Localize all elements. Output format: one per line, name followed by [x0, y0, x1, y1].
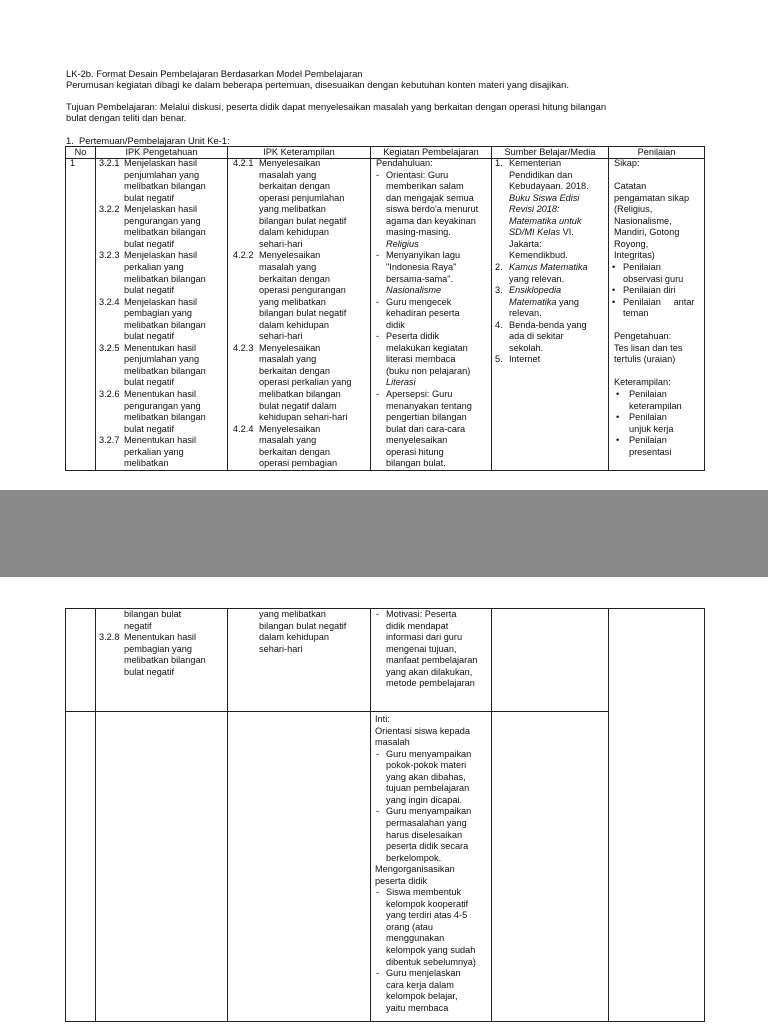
- penilaian-catatan: Catatan: [614, 181, 647, 192]
- kegiatan-text: operasi hitung: [386, 446, 444, 457]
- ipk-pengetahuan-number: 3.2.6: [99, 389, 120, 399]
- kegiatan-text: Guru menyampaikan: [386, 748, 472, 759]
- penilaian-catatan: Royong,: [614, 238, 649, 249]
- ipk-keterampilan-text: bilangan bulat negatif: [259, 620, 347, 631]
- ipk-keterampilan-text: kehidupan sehari-hari: [259, 412, 348, 423]
- ipk-keterampilan-text: berkaitan dengan: [259, 273, 331, 284]
- sumber-text: Benda-benda yang: [509, 319, 587, 330]
- penilaian-catatan: Nasionalisme,: [614, 215, 672, 226]
- penilaian-keterampilan-item: unjuk kerja: [629, 423, 674, 434]
- dash-bullet: -: [376, 389, 380, 399]
- ipk-pengetahuan-text: Menjelaskan hasil: [124, 296, 198, 307]
- bullet-icon: •: [612, 261, 616, 272]
- ipk-keterampilan-text: masalah yang: [259, 261, 317, 272]
- kegiatan-text: yang akan dibahas,: [386, 771, 466, 782]
- kegiatan-text: kehadiran peserta: [386, 308, 460, 319]
- sumber-kamus: Kamus Matematika: [509, 261, 588, 272]
- document-subtitle: Perumusan kegiatan dibagi ke dalam beberapa pertemuan, disesuaikan dengan kebutuhan konten materi yang disajikan.: [66, 79, 569, 90]
- tujuan-line-1: Tujuan Pembelajaran: Melalui diskusi, peserta didik dapat menyelesaikan masalah yang berkaitan dengan operasi hitung bilangan: [66, 101, 607, 112]
- bullet-icon: •: [612, 296, 616, 307]
- ipk-pengetahuan-text: perkalian yang: [124, 446, 184, 457]
- ipk-keterampilan-number: 4.2.1: [233, 158, 254, 168]
- kegiatan-text: Guru menjelaskan: [386, 968, 461, 979]
- ipk-keterampilan-text: masalah yang: [259, 435, 317, 446]
- kegiatan-text: Guru mengecek: [386, 296, 452, 307]
- dash-bullet: -: [376, 169, 380, 180]
- kegiatan-text: pokok-pokok materi: [386, 760, 467, 771]
- ipk-pengetahuan-text: penjumlahan yang: [124, 354, 200, 365]
- ipk-keterampilan-number: 4.2.2: [233, 250, 254, 261]
- header-penilaian: Penilaian: [609, 147, 705, 159]
- ipk-pengetahuan-text: pengurangan yang: [124, 400, 201, 411]
- ipk-keterampilan-text: bulat negatif dalam: [259, 400, 337, 411]
- penilaian-sikap-item: Penilaian antar: [623, 296, 695, 307]
- ipk-pengetahuan-text: penjumlahan yang: [124, 169, 200, 180]
- kegiatan-text: metode pembelajaran: [386, 678, 475, 689]
- penilaian-pengetahuan: Tes lisan dan tes: [614, 342, 683, 353]
- kegiatan-text: Siswa membentuk: [386, 887, 462, 898]
- penilaian-sikap-item: observasi guru: [623, 273, 684, 284]
- kegiatan-text: Orientasi: Guru: [386, 169, 449, 180]
- ipk-pengetahuan-number: 3.2.3: [99, 250, 120, 261]
- ipk-keterampilan-text: operasi pembagian: [259, 458, 338, 469]
- kegiatan-text: yang akan dilakukan,: [386, 666, 473, 677]
- dash-bullet: -: [376, 748, 380, 759]
- ipk-pengetahuan-text: pengurangan yang: [124, 215, 201, 226]
- ipk-keterampilan-text: sehari-hari: [259, 238, 303, 249]
- ipk-keterampilan-text: Menyelesaikan: [259, 250, 321, 261]
- ipk-pengetahuan-text: Menentukan hasil: [124, 342, 197, 353]
- kegiatan-text: menyelesaikan: [386, 435, 448, 446]
- ipk-keterampilan-text: melibatkan bilangan: [259, 389, 341, 399]
- kegiatan-text: siswa berdo'a menurut: [386, 204, 479, 215]
- kegiatan-text: pengertian bilangan: [386, 412, 467, 423]
- header-ipk-keterampilan: IPK Keterampilan: [228, 147, 371, 159]
- penilaian-keterampilan-heading: Keterampilan:: [614, 377, 671, 388]
- bullet-icon: •: [616, 389, 620, 399]
- section-heading: 1. Pertemuan/Pembelajaran Unit Ke-1:: [66, 135, 230, 146]
- ipk-keterampilan-text: sehari-hari: [259, 643, 303, 654]
- ipk-pengetahuan-text: bulat negatif: [124, 331, 175, 342]
- sumber-ensiklopedia: Ensiklopedia: [509, 285, 562, 296]
- header-no: No: [66, 147, 96, 159]
- ipk-keterampilan-text: dalam kehidupan: [259, 227, 329, 238]
- document-page-2: [0, 577, 768, 1024]
- kegiatan-text: yang ingin dicapai.: [386, 794, 463, 805]
- sumber-text: Kebudayaan. 2018.: [509, 181, 589, 192]
- ipk-pengetahuan-text: melibatkan bilangan: [124, 273, 206, 284]
- sumber-text: Kementerian: [509, 158, 562, 168]
- penilaian-catatan: pengamatan sikap: [614, 192, 690, 203]
- ipk-pengetahuan-text: Menentukan hasil: [124, 435, 197, 446]
- kegiatan-text: dibentuk sebelumnya): [386, 956, 476, 967]
- kegiatan-text: informasi dari guru: [386, 632, 463, 643]
- bullet-icon: •: [616, 435, 620, 446]
- character-tag: Literasi: [386, 377, 416, 388]
- kegiatan-text: Motivasi: Peserta: [386, 609, 457, 619]
- dash-bullet: -: [376, 887, 380, 898]
- row-number: 1: [70, 158, 76, 168]
- ipk-pengetahuan-text: bulat negatif: [124, 377, 175, 388]
- ipk-keterampilan-text: bilangan bulat negatif: [259, 215, 347, 226]
- ipk-pengetahuan-text: Menjelaskan hasil: [124, 250, 198, 261]
- ipk-pengetahuan-number: 3.2.2: [99, 204, 120, 215]
- kegiatan-text: melakukan kegiatan: [386, 342, 468, 353]
- document-title: LK-2b. Format Desain Pembelajaran Berdasarkan Model Pembelajaran: [66, 68, 363, 79]
- header-sumber: Sumber Belajar/Media: [492, 147, 609, 159]
- ipk-pengetahuan-text: negatif: [124, 620, 152, 631]
- penilaian-sikap-item: Penilaian: [623, 261, 661, 272]
- kegiatan-text: bersama-sama".: [386, 273, 454, 284]
- kegiatan-text: berkelompok.: [386, 852, 442, 863]
- ipk-pengetahuan-text: bilangan bulat: [124, 609, 182, 619]
- penilaian-catatan: Integritas): [614, 250, 655, 261]
- ipk-pengetahuan-text: melibatkan bilangan: [124, 655, 206, 666]
- ipk-pengetahuan-text: melibatkan bilangan: [124, 181, 206, 192]
- character-tag: Religius: [386, 238, 419, 249]
- ipk-pengetahuan-number: 3.2.4: [99, 296, 120, 307]
- penilaian-sikap-item: teman: [623, 308, 649, 319]
- kegiatan-text: peserta didik secara: [386, 841, 469, 852]
- penilaian-catatan: (Religius,: [614, 204, 653, 215]
- kegiatan-text: dan mengajak semua: [386, 192, 474, 203]
- ipk-keterampilan-text: operasi penjumlahan: [259, 192, 345, 203]
- inti-heading: Inti:: [375, 714, 390, 724]
- dash-bullet: -: [376, 806, 380, 817]
- header-kegiatan: Kegiatan Pembelajaran: [371, 147, 492, 159]
- list-number: 2.: [495, 261, 503, 272]
- dash-bullet: -: [376, 296, 380, 307]
- kegiatan-text: Menyanyikan lagu: [386, 250, 461, 261]
- penilaian-keterampilan-item: Penilaian: [629, 389, 667, 399]
- ipk-keterampilan-text: Menyelesaikan: [259, 158, 321, 168]
- kegiatan-text: yang terdiri atas 4-5: [386, 910, 468, 921]
- kegiatan-text: kelompok kooperatif: [386, 898, 469, 909]
- ipk-pengetahuan-text: melibatkan bilangan: [124, 365, 206, 376]
- sumber-ensiklopedia-2: Matematika yang: [509, 296, 579, 307]
- kegiatan-text: "Indonesia Raya": [386, 261, 457, 272]
- kegiatan-text: permasalahan yang: [386, 817, 467, 828]
- penilaian-pengetahuan: Pengetahuan:: [614, 331, 672, 342]
- sumber-text: Kemendikbud.: [509, 250, 568, 261]
- kegiatan-text: bulat dan cara-cara: [386, 423, 466, 434]
- kegiatan-text: orang (atau: [386, 921, 433, 932]
- kegiatan-text: cara kerja dalam: [386, 979, 454, 990]
- penilaian-keterampilan-item: Penilaian: [629, 435, 667, 446]
- ipk-pengetahuan-text: bulat negatif: [124, 423, 175, 434]
- kegiatan-text: mengenai tujuan,: [386, 643, 457, 654]
- ipk-pengetahuan-text: Menjelaskan hasil: [124, 204, 198, 215]
- kegiatan-text: kelompok yang sudah: [386, 945, 476, 955]
- character-tag: Nasionalisme: [386, 285, 442, 296]
- ipk-pengetahuan-text: bulat negatif: [124, 192, 175, 203]
- ipk-keterampilan-text: operasi pengurangan: [259, 285, 346, 296]
- list-number: 1.: [495, 158, 503, 168]
- ipk-keterampilan-text: berkaitan dengan: [259, 181, 331, 192]
- penilaian-sikap-item: Penilaian diri: [623, 285, 676, 296]
- header-ipk-pengetahuan: IPK Pengetahuan: [96, 147, 228, 159]
- kegiatan-text: menggunakan: [386, 933, 445, 944]
- dash-bullet: -: [376, 250, 380, 261]
- inti-subheading: masalah: [375, 737, 410, 748]
- ipk-keterampilan-text: bilangan bulat negatif: [259, 308, 347, 319]
- penilaian-keterampilan-item: presentasi: [629, 446, 672, 457]
- sumber-text: Pendidikan dan: [509, 169, 573, 180]
- ipk-pengetahuan-number: 3.2.8: [99, 632, 120, 643]
- penilaian-keterampilan-item: keterampilan: [629, 400, 682, 411]
- inti-subheading: peserta didik: [375, 875, 428, 886]
- document-page-1: [0, 0, 768, 490]
- ipk-keterampilan-text: yang melibatkan: [259, 609, 326, 619]
- row-cell-no: [66, 159, 96, 471]
- ipk-keterampilan-text: dalam kehidupan: [259, 319, 329, 330]
- ipk-pengetahuan-text: bulat negatif: [124, 238, 175, 249]
- dash-bullet: -: [376, 331, 380, 342]
- kegiatan-text: Apersepsi: Guru: [386, 389, 453, 399]
- ipk-pengetahuan-text: pembagian yang: [124, 308, 192, 319]
- tujuan-line-2: bulat dengan teliti dan benar.: [66, 112, 187, 123]
- kegiatan-text: memberikan salam: [386, 181, 464, 192]
- dash-bullet: -: [376, 609, 380, 619]
- list-number: 5.: [495, 354, 503, 365]
- dash-bullet: -: [376, 968, 380, 979]
- ipk-pengetahuan-text: Menentukan hasil: [124, 632, 197, 643]
- kegiatan-text: menanyakan tentang: [386, 400, 472, 411]
- ipk-pengetahuan-text: melibatkan bilangan: [124, 227, 206, 238]
- ipk-keterampilan-text: operasi perkalian yang: [259, 377, 352, 388]
- kegiatan-text: harus diselesaikan: [386, 829, 463, 840]
- ipk-pengetahuan-text: melibatkan bilangan: [124, 412, 206, 423]
- kegiatan-text: agama dan keyakinan: [386, 215, 476, 226]
- sumber-text: Internet: [509, 354, 541, 365]
- sumber-book-title: Revisi 2018:: [509, 204, 560, 215]
- ipk-keterampilan-text: berkaitan dengan: [259, 365, 331, 376]
- ipk-keterampilan-text: yang melibatkan: [259, 204, 326, 215]
- penilaian-sikap-heading: Sikap:: [614, 158, 640, 168]
- sumber-text: relevan.: [509, 308, 542, 319]
- kegiatan-text: manfaat pembelajaran: [386, 655, 478, 666]
- ipk-pengetahuan-text: melibatkan: [124, 458, 169, 469]
- penilaian-catatan: Mandiri, Gotong: [614, 227, 680, 238]
- ipk-pengetahuan-text: Menentukan hasil: [124, 389, 197, 399]
- ipk-keterampilan-text: sehari-hari: [259, 331, 303, 342]
- ipk-pengetahuan-text: melibatkan bilangan: [124, 319, 206, 330]
- ipk-pengetahuan-number: 3.2.1: [99, 158, 120, 168]
- bullet-icon: •: [612, 285, 616, 296]
- ipk-keterampilan-text: dalam kehidupan: [259, 632, 329, 643]
- ipk-pengetahuan-text: perkalian yang: [124, 261, 184, 272]
- kegiatan-text: yaitu membaca: [386, 1002, 449, 1013]
- kegiatan-text: kelompok belajar,: [386, 991, 458, 1002]
- ipk-pengetahuan-number: 3.2.5: [99, 342, 120, 353]
- list-number: 4.: [495, 319, 503, 330]
- bullet-icon: •: [616, 412, 620, 423]
- sumber-text: Jakarta:: [509, 238, 542, 249]
- sumber-book-title: Buku Siswa Edisi: [509, 192, 580, 203]
- ipk-keterampilan-text: yang melibatkan: [259, 296, 326, 307]
- ipk-keterampilan-text: masalah yang: [259, 169, 317, 180]
- inti-subheading: Orientasi siswa kepada: [375, 725, 470, 736]
- sumber-text: ada di sekitar: [509, 331, 564, 342]
- ipk-keterampilan-text: berkaitan dengan: [259, 446, 331, 457]
- kegiatan-text: literasi membaca: [386, 354, 456, 365]
- kegiatan-text: masing-masing.: [386, 227, 451, 238]
- sumber-text: sekolah.: [509, 342, 544, 353]
- ipk-keterampilan-number: 4.2.3: [233, 342, 254, 353]
- kegiatan-text: Peserta didik: [386, 331, 440, 342]
- sumber-book-class: SD/MI Kelas VI.: [509, 227, 574, 238]
- penilaian-keterampilan-item: Penilaian: [629, 412, 667, 423]
- ipk-keterampilan-text: Menyelesaikan: [259, 423, 321, 434]
- ipk-pengetahuan-text: bulat negatif: [124, 666, 175, 677]
- kegiatan-heading: Pendahuluan:: [376, 158, 433, 168]
- ipk-pengetahuan-text: pembagian yang: [124, 643, 192, 654]
- kegiatan-text: didik: [386, 319, 405, 330]
- kegiatan-text: didik mendapat: [386, 620, 449, 631]
- kegiatan-text: (buku non pelajaran): [386, 365, 471, 376]
- ipk-keterampilan-text: masalah yang: [259, 354, 317, 365]
- list-number: 3.: [495, 285, 503, 296]
- inti-subheading: Mengorganisasikan: [375, 864, 455, 875]
- sumber-text: yang relevan.: [509, 273, 565, 284]
- ipk-pengetahuan-text: bulat negatif: [124, 285, 175, 296]
- kegiatan-text: Guru menyampaikan: [386, 806, 472, 817]
- sumber-book-title: Matematika untuk: [509, 215, 582, 226]
- kegiatan-text: tujuan pembelajaran: [386, 783, 470, 794]
- ipk-pengetahuan-text: Menjelaskan hasil: [124, 158, 198, 168]
- kegiatan-text: bilangan bulat.: [386, 458, 446, 469]
- penilaian-pengetahuan: tertulis (uraian): [614, 354, 676, 365]
- ipk-keterampilan-text: Menyelesaikan: [259, 342, 321, 353]
- ipk-pengetahuan-number: 3.2.7: [99, 435, 120, 446]
- ipk-keterampilan-number: 4.2.4: [233, 423, 254, 434]
